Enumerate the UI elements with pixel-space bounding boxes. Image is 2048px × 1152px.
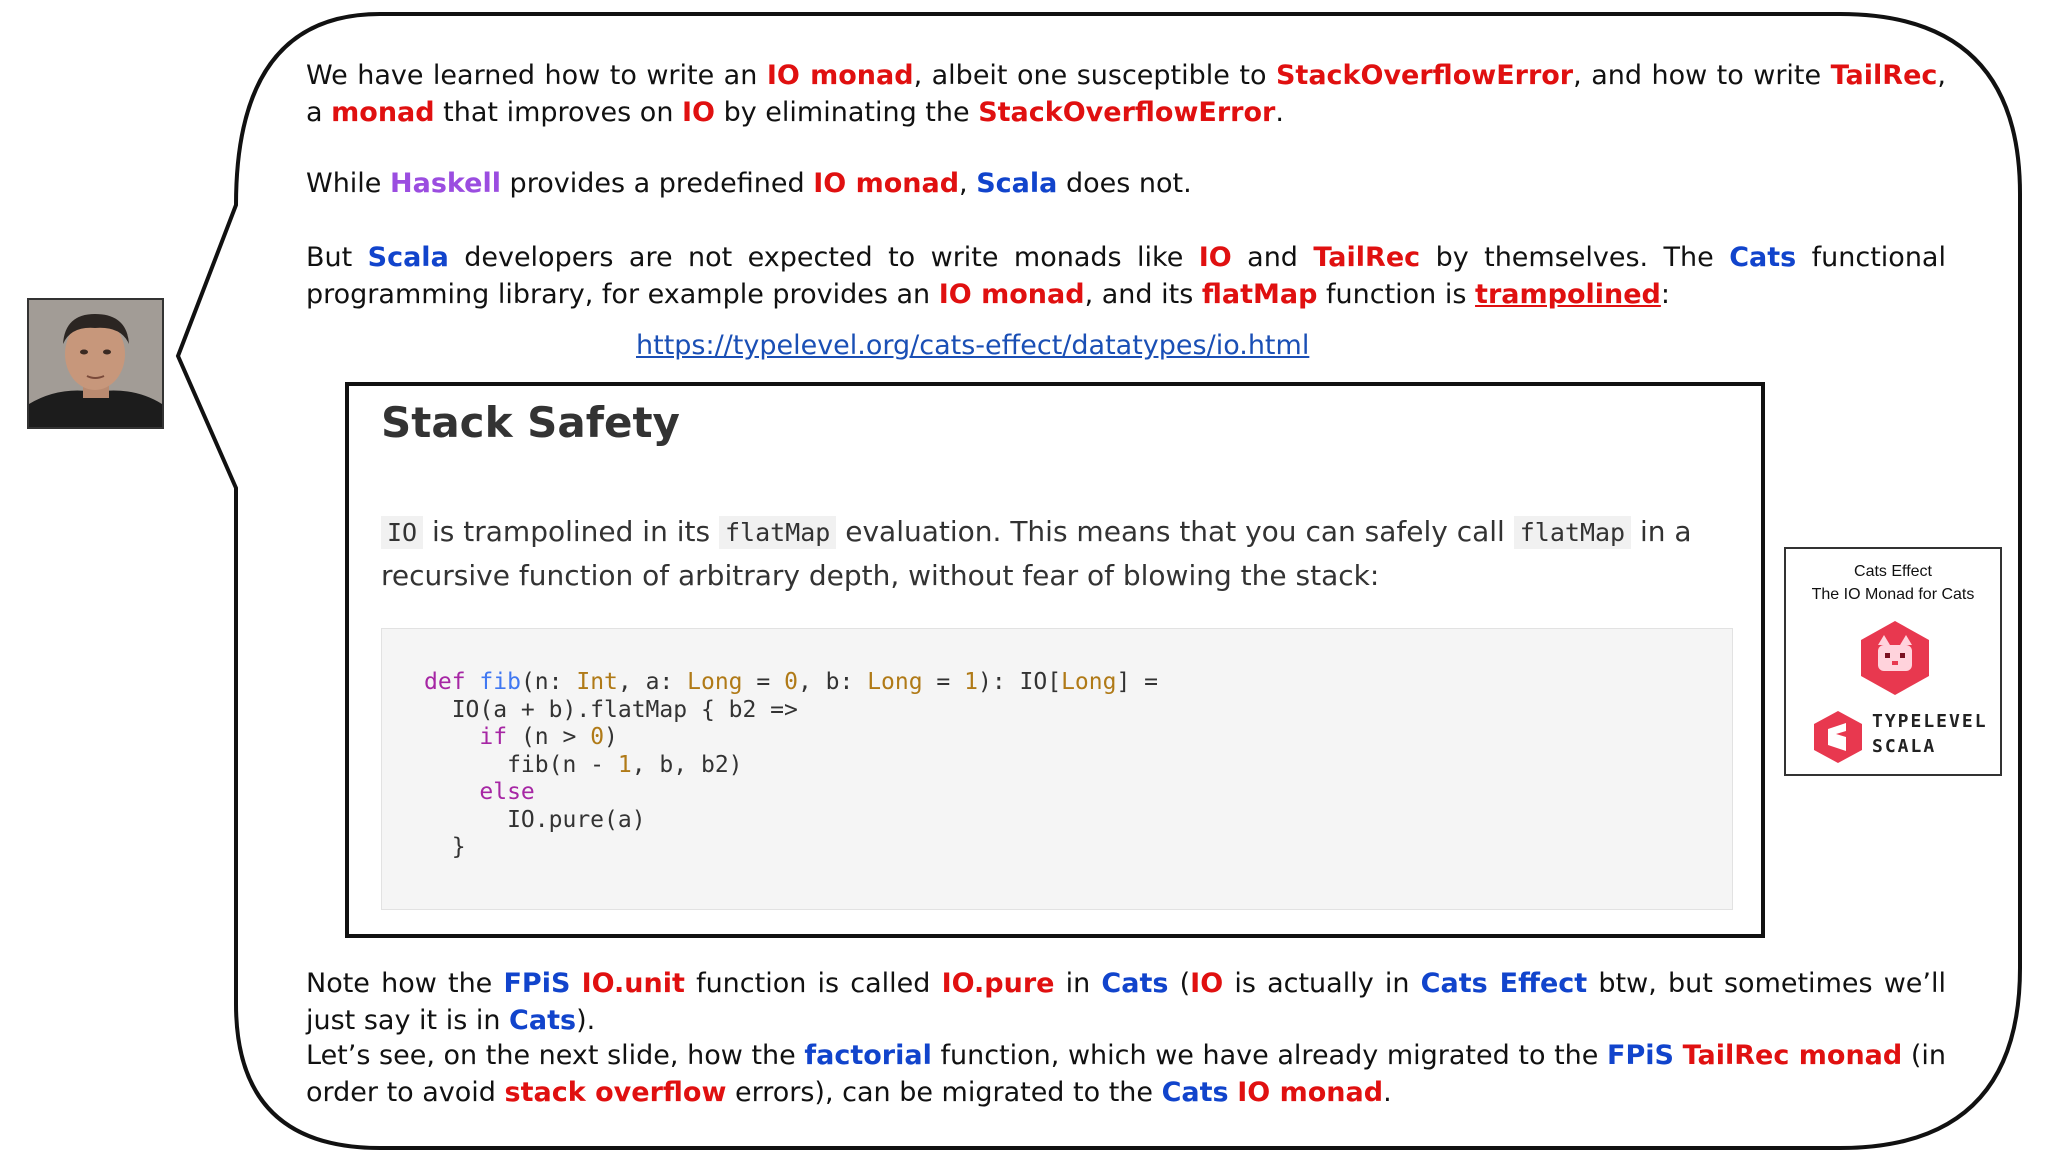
stack-safety-panel (345, 382, 1765, 938)
code-line-5: else (479, 779, 535, 805)
paragraph-cats: But Scala developers are not expected to write monads like IO and TailRec by themselves. The Cats functional programming library, for example provides an IO monad, and its flatMap function is trampolined: (306, 242, 1946, 310)
code-block (381, 628, 1733, 910)
paragraph-next-slide: Let’s see, on the next slide, how the factorial function, which we have already migrated to the FPiS TailRec monad (in order to avoid stack overflow errors), can be migrated to the Cats IO monad. (306, 1040, 1946, 1108)
brand-scala: SCALA (1872, 736, 1937, 757)
logo-title: Cats Effect (1854, 563, 1932, 580)
paragraph-note: Note how the FPiS IO.unit function is called IO.pure in Cats (IO is actually in Cats Effect btw, but sometimes we’ll just say it is in Cats). (306, 968, 1946, 1036)
code-line-7: } (424, 834, 466, 860)
code-line-3: if (n > 0) (479, 724, 618, 750)
cat-hexagon-icon (1858, 619, 1932, 697)
code-line-4: fib(n - 1, b, b2) (424, 751, 743, 778)
presenter-avatar (27, 298, 164, 429)
paragraph-haskell: While Haskell provides a predefined IO monad, Scala does not. (306, 168, 1192, 199)
panel-description: IO is trampolined in its flatMap evaluation. This means that you can safely call flatMap in a recursive function of arbitrary depth, without fear of blowing the stack: (381, 515, 1692, 592)
logo-subtitle: The IO Monad for Cats (1811, 586, 1975, 603)
paragraph-intro: We have learned how to write an IO monad, albeit one susceptible to StackOverflowError, and how to write TailRec, a monad that improves on IO by eliminating the StackOverflowError. (306, 60, 1946, 128)
code-line-2: IO(a + b).flatMap { b2 => (424, 696, 798, 723)
typelevel-hexagon-icon (1812, 709, 1864, 765)
cats-effect-io-link[interactable]: https://typelevel.org/cats-effect/datatypes/io.html (636, 330, 1310, 361)
panel-title: Stack Safety (381, 398, 680, 447)
cats-effect-logo-card (1784, 547, 2002, 776)
code-line-6: IO.pure(a) (424, 806, 646, 833)
code-line-1: def fib(n: Int, a: Long = 0, b: Long = 1): IO[Long] = (424, 669, 1159, 695)
code-text (424, 669, 1158, 862)
brand-typelevel: TYPELEVEL (1872, 711, 1988, 732)
